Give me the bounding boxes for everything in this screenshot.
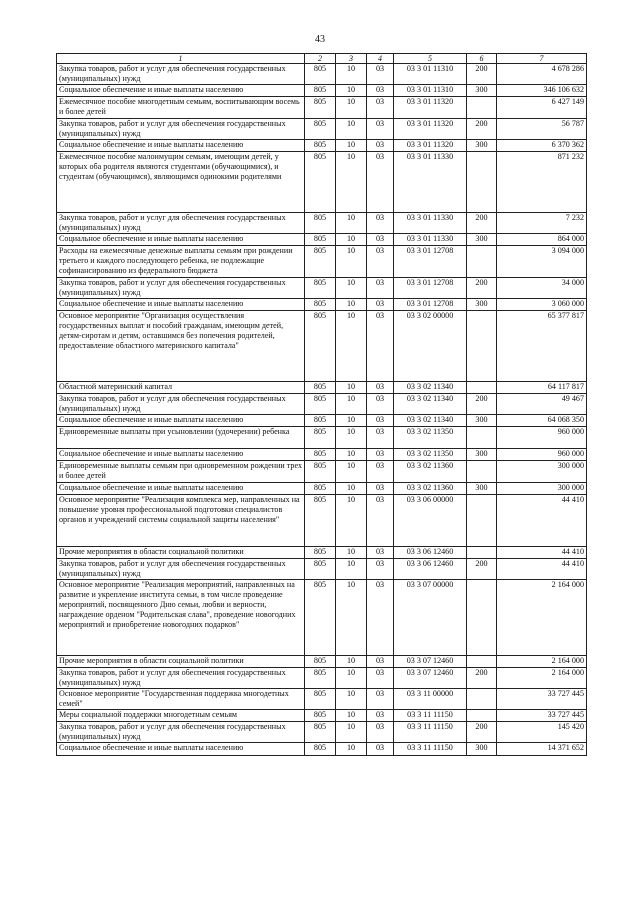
row-section: 10 bbox=[336, 213, 367, 234]
row-subsection: 03 bbox=[367, 427, 394, 449]
row-name: Социальное обеспечение и иные выплаты населению bbox=[57, 234, 305, 246]
row-section: 10 bbox=[336, 580, 367, 656]
row-amount: 6 370 362 bbox=[497, 140, 587, 152]
row-section: 10 bbox=[336, 140, 367, 152]
row-section: 10 bbox=[336, 278, 367, 299]
row-name: Социальное обеспечение и иные выплаты населению bbox=[57, 140, 305, 152]
row-ministry: 805 bbox=[305, 85, 336, 97]
row-expense-type: 300 bbox=[467, 85, 497, 97]
row-name: Единовременные выплаты семьям при одновременном рождении трех и более детей bbox=[57, 461, 305, 483]
row-expense-type bbox=[467, 710, 497, 722]
row-target-code: 03 3 06 00000 bbox=[394, 495, 467, 547]
table-row bbox=[57, 722, 587, 743]
table-row bbox=[57, 311, 587, 382]
row-amount: 7 232 bbox=[497, 213, 587, 234]
table-row bbox=[57, 382, 587, 394]
row-section: 10 bbox=[336, 85, 367, 97]
row-name: Основное мероприятие "Реализация мероприятий, направленных на развитие и укрепление института семьи, в том числе проведение мероприятий, посвященного Дню семьи, любви и верности, награждение орденом "Родительская слава", проведение новогодних мероприятий и приобретение новогодних подарков" bbox=[57, 580, 305, 656]
row-target-code: 03 3 06 12460 bbox=[394, 559, 467, 580]
table-row bbox=[57, 580, 587, 656]
table-row bbox=[57, 213, 587, 234]
row-amount: 34 000 bbox=[497, 278, 587, 299]
table-row bbox=[57, 495, 587, 547]
table-row bbox=[57, 85, 587, 97]
row-target-code: 03 3 01 11310 bbox=[394, 64, 467, 85]
row-section: 10 bbox=[336, 97, 367, 119]
row-name: Социальное обеспечение и иные выплаты населению bbox=[57, 415, 305, 427]
table-row bbox=[57, 668, 587, 689]
row-expense-type: 300 bbox=[467, 299, 497, 311]
row-ministry: 805 bbox=[305, 547, 336, 559]
row-subsection: 03 bbox=[367, 97, 394, 119]
row-name: Социальное обеспечение и иные выплаты населению bbox=[57, 449, 305, 461]
row-ministry: 805 bbox=[305, 119, 336, 140]
row-section: 10 bbox=[336, 710, 367, 722]
row-target-code: 03 3 01 11320 bbox=[394, 97, 467, 119]
row-subsection: 03 bbox=[367, 722, 394, 743]
row-section: 10 bbox=[336, 547, 367, 559]
row-subsection: 03 bbox=[367, 85, 394, 97]
table-row bbox=[57, 394, 587, 415]
row-amount: 864 000 bbox=[497, 234, 587, 246]
row-ministry: 805 bbox=[305, 394, 336, 415]
row-name: Ежемесячное пособие многодетным семьям, воспитывающим восемь и более детей bbox=[57, 97, 305, 119]
row-name: Социальное обеспечение и иные выплаты населению bbox=[57, 483, 305, 495]
row-target-code: 03 3 01 12708 bbox=[394, 299, 467, 311]
row-expense-type: 200 bbox=[467, 64, 497, 85]
row-target-code: 03 3 06 12460 bbox=[394, 547, 467, 559]
row-target-code: 03 3 07 12460 bbox=[394, 656, 467, 668]
row-ministry: 805 bbox=[305, 722, 336, 743]
row-section: 10 bbox=[336, 668, 367, 689]
column-header: 1 bbox=[57, 54, 305, 64]
column-header: 2 bbox=[305, 54, 336, 64]
row-section: 10 bbox=[336, 559, 367, 580]
table-row bbox=[57, 689, 587, 710]
row-name: Областной материнский капитал bbox=[57, 382, 305, 394]
row-amount: 65 377 817 bbox=[497, 311, 587, 382]
table-header-row bbox=[57, 54, 587, 64]
row-target-code: 03 3 02 00000 bbox=[394, 311, 467, 382]
row-ministry: 805 bbox=[305, 234, 336, 246]
table-row bbox=[57, 743, 587, 756]
row-name: Закупка товаров, работ и услуг для обеспечения государственных (муниципальных) нужд bbox=[57, 668, 305, 689]
row-target-code: 03 3 02 11350 bbox=[394, 427, 467, 449]
row-ministry: 805 bbox=[305, 449, 336, 461]
row-subsection: 03 bbox=[367, 547, 394, 559]
row-section: 10 bbox=[336, 461, 367, 483]
table-row bbox=[57, 461, 587, 483]
column-header: 5 bbox=[394, 54, 467, 64]
row-expense-type: 200 bbox=[467, 119, 497, 140]
table-row bbox=[57, 656, 587, 668]
row-amount: 64 117 817 bbox=[497, 382, 587, 394]
row-ministry: 805 bbox=[305, 415, 336, 427]
row-amount: 33 727 445 bbox=[497, 689, 587, 710]
row-section: 10 bbox=[336, 119, 367, 140]
row-section: 10 bbox=[336, 394, 367, 415]
table-row bbox=[57, 483, 587, 495]
row-amount: 145 420 bbox=[497, 722, 587, 743]
row-target-code: 03 3 02 11360 bbox=[394, 461, 467, 483]
table-row bbox=[57, 234, 587, 246]
row-subsection: 03 bbox=[367, 382, 394, 394]
row-target-code: 03 3 11 00000 bbox=[394, 689, 467, 710]
row-subsection: 03 bbox=[367, 483, 394, 495]
row-expense-type bbox=[467, 311, 497, 382]
row-name: Единовременные выплаты при усыновлении (удочерении) ребенка bbox=[57, 427, 305, 449]
row-subsection: 03 bbox=[367, 140, 394, 152]
row-expense-type: 200 bbox=[467, 668, 497, 689]
table-row bbox=[57, 140, 587, 152]
row-amount: 56 787 bbox=[497, 119, 587, 140]
row-section: 10 bbox=[336, 427, 367, 449]
row-subsection: 03 bbox=[367, 449, 394, 461]
row-ministry: 805 bbox=[305, 743, 336, 756]
row-name: Прочие мероприятия в области социальной политики bbox=[57, 656, 305, 668]
row-ministry: 805 bbox=[305, 152, 336, 213]
row-section: 10 bbox=[336, 483, 367, 495]
column-header: 7 bbox=[497, 54, 587, 64]
row-subsection: 03 bbox=[367, 656, 394, 668]
row-amount: 2 164 000 bbox=[497, 580, 587, 656]
row-target-code: 03 3 02 11340 bbox=[394, 394, 467, 415]
row-ministry: 805 bbox=[305, 140, 336, 152]
row-amount: 960 000 bbox=[497, 427, 587, 449]
row-ministry: 805 bbox=[305, 710, 336, 722]
row-subsection: 03 bbox=[367, 495, 394, 547]
row-target-code: 03 3 07 00000 bbox=[394, 580, 467, 656]
row-name: Закупка товаров, работ и услуг для обеспечения государственных (муниципальных) нужд bbox=[57, 722, 305, 743]
row-expense-type: 200 bbox=[467, 559, 497, 580]
row-expense-type: 300 bbox=[467, 743, 497, 756]
budget-table bbox=[56, 53, 587, 756]
row-target-code: 03 3 01 11320 bbox=[394, 119, 467, 140]
row-ministry: 805 bbox=[305, 580, 336, 656]
row-name: Закупка товаров, работ и услуг для обеспечения государственных (муниципальных) нужд bbox=[57, 559, 305, 580]
table-row bbox=[57, 710, 587, 722]
row-subsection: 03 bbox=[367, 559, 394, 580]
row-section: 10 bbox=[336, 415, 367, 427]
row-name: Расходы на ежемесячные денежные выплаты семьям при рождении третьего и каждого последующего ребенка, не подлежащие софинансированию из федерального бюджета bbox=[57, 246, 305, 278]
row-ministry: 805 bbox=[305, 311, 336, 382]
row-amount: 3 094 000 bbox=[497, 246, 587, 278]
row-target-code: 03 3 01 11310 bbox=[394, 85, 467, 97]
row-expense-type: 200 bbox=[467, 278, 497, 299]
row-section: 10 bbox=[336, 449, 367, 461]
row-name: Основное мероприятие "Государственная поддержка многодетных семей" bbox=[57, 689, 305, 710]
row-amount: 33 727 445 bbox=[497, 710, 587, 722]
row-ministry: 805 bbox=[305, 299, 336, 311]
row-expense-type bbox=[467, 689, 497, 710]
row-subsection: 03 bbox=[367, 311, 394, 382]
row-section: 10 bbox=[336, 743, 367, 756]
row-expense-type bbox=[467, 97, 497, 119]
row-ministry: 805 bbox=[305, 559, 336, 580]
row-amount: 2 164 000 bbox=[497, 656, 587, 668]
table-row bbox=[57, 119, 587, 140]
row-target-code: 03 3 01 11330 bbox=[394, 213, 467, 234]
column-header: 6 bbox=[467, 54, 497, 64]
row-expense-type: 300 bbox=[467, 234, 497, 246]
table-row bbox=[57, 152, 587, 213]
row-expense-type bbox=[467, 246, 497, 278]
column-header: 4 bbox=[367, 54, 394, 64]
row-subsection: 03 bbox=[367, 152, 394, 213]
row-amount: 64 068 350 bbox=[497, 415, 587, 427]
table-row bbox=[57, 415, 587, 427]
row-ministry: 805 bbox=[305, 97, 336, 119]
row-expense-type: 300 bbox=[467, 415, 497, 427]
column-header: 3 bbox=[336, 54, 367, 64]
row-section: 10 bbox=[336, 299, 367, 311]
row-section: 10 bbox=[336, 689, 367, 710]
row-expense-type bbox=[467, 152, 497, 213]
row-ministry: 805 bbox=[305, 668, 336, 689]
row-subsection: 03 bbox=[367, 119, 394, 140]
row-name: Социальное обеспечение и иные выплаты населению bbox=[57, 299, 305, 311]
row-section: 10 bbox=[336, 495, 367, 547]
table-row bbox=[57, 278, 587, 299]
table-row bbox=[57, 547, 587, 559]
row-amount: 44 410 bbox=[497, 495, 587, 547]
row-name: Закупка товаров, работ и услуг для обеспечения государственных (муниципальных) нужд bbox=[57, 64, 305, 85]
row-amount: 871 232 bbox=[497, 152, 587, 213]
row-section: 10 bbox=[336, 311, 367, 382]
row-subsection: 03 bbox=[367, 299, 394, 311]
row-amount: 44 410 bbox=[497, 547, 587, 559]
row-amount: 960 000 bbox=[497, 449, 587, 461]
row-ministry: 805 bbox=[305, 483, 336, 495]
row-target-code: 03 3 07 12460 bbox=[394, 668, 467, 689]
row-subsection: 03 bbox=[367, 743, 394, 756]
row-target-code: 03 3 01 11330 bbox=[394, 152, 467, 213]
row-amount: 6 427 149 bbox=[497, 97, 587, 119]
row-target-code: 03 3 11 11150 bbox=[394, 743, 467, 756]
table-row bbox=[57, 559, 587, 580]
row-section: 10 bbox=[336, 234, 367, 246]
row-amount: 44 410 bbox=[497, 559, 587, 580]
table-row bbox=[57, 427, 587, 449]
row-ministry: 805 bbox=[305, 64, 336, 85]
row-expense-type bbox=[467, 382, 497, 394]
row-section: 10 bbox=[336, 382, 367, 394]
row-subsection: 03 bbox=[367, 213, 394, 234]
row-expense-type bbox=[467, 461, 497, 483]
row-ministry: 805 bbox=[305, 213, 336, 234]
row-name: Меры социальной поддержки многодетным семьям bbox=[57, 710, 305, 722]
row-expense-type: 300 bbox=[467, 449, 497, 461]
table-row bbox=[57, 97, 587, 119]
row-section: 10 bbox=[336, 656, 367, 668]
row-expense-type bbox=[467, 427, 497, 449]
row-subsection: 03 bbox=[367, 246, 394, 278]
row-target-code: 03 3 02 11360 bbox=[394, 483, 467, 495]
row-target-code: 03 3 02 11350 bbox=[394, 449, 467, 461]
row-amount: 2 164 000 bbox=[497, 668, 587, 689]
row-target-code: 03 3 11 11150 bbox=[394, 722, 467, 743]
row-ministry: 805 bbox=[305, 382, 336, 394]
row-subsection: 03 bbox=[367, 278, 394, 299]
row-name: Основное мероприятие "Реализация комплекса мер, направленных на повышение уровня профессиональной подготовки специалистов органов и учреждений системы социальной защиты населения" bbox=[57, 495, 305, 547]
row-subsection: 03 bbox=[367, 689, 394, 710]
row-name: Прочие мероприятия в области социальной политики bbox=[57, 547, 305, 559]
row-expense-type: 300 bbox=[467, 483, 497, 495]
row-amount: 346 106 632 bbox=[497, 85, 587, 97]
row-subsection: 03 bbox=[367, 668, 394, 689]
row-amount: 49 467 bbox=[497, 394, 587, 415]
row-name: Социальное обеспечение и иные выплаты населению bbox=[57, 743, 305, 756]
page-number: 43 bbox=[315, 34, 325, 45]
row-expense-type bbox=[467, 656, 497, 668]
row-amount: 300 000 bbox=[497, 461, 587, 483]
row-section: 10 bbox=[336, 722, 367, 743]
row-amount: 300 000 bbox=[497, 483, 587, 495]
row-subsection: 03 bbox=[367, 234, 394, 246]
row-subsection: 03 bbox=[367, 415, 394, 427]
row-expense-type: 200 bbox=[467, 213, 497, 234]
row-ministry: 805 bbox=[305, 689, 336, 710]
table-row bbox=[57, 299, 587, 311]
row-name: Закупка товаров, работ и услуг для обеспечения государственных (муниципальных) нужд bbox=[57, 213, 305, 234]
row-amount: 4 678 286 bbox=[497, 64, 587, 85]
row-expense-type bbox=[467, 495, 497, 547]
row-name: Социальное обеспечение и иные выплаты населению bbox=[57, 85, 305, 97]
table-row bbox=[57, 246, 587, 278]
row-expense-type bbox=[467, 580, 497, 656]
row-name: Основное мероприятие "Организация осуществления государственных выплат и пособий гражданам, имеющим детей, детям-сиротам и детям, оставшимся без попечения родителей, предоставление областного материнского капитала" bbox=[57, 311, 305, 382]
table-row bbox=[57, 449, 587, 461]
row-ministry: 805 bbox=[305, 656, 336, 668]
row-subsection: 03 bbox=[367, 461, 394, 483]
row-ministry: 805 bbox=[305, 427, 336, 449]
row-expense-type: 200 bbox=[467, 394, 497, 415]
row-name: Закупка товаров, работ и услуг для обеспечения государственных (муниципальных) нужд bbox=[57, 278, 305, 299]
row-section: 10 bbox=[336, 64, 367, 85]
row-section: 10 bbox=[336, 246, 367, 278]
row-name: Закупка товаров, работ и услуг для обеспечения государственных (муниципальных) нужд bbox=[57, 394, 305, 415]
row-target-code: 03 3 01 11320 bbox=[394, 140, 467, 152]
row-ministry: 805 bbox=[305, 495, 336, 547]
row-name: Закупка товаров, работ и услуг для обеспечения государственных (муниципальных) нужд bbox=[57, 119, 305, 140]
table-row bbox=[57, 64, 587, 85]
row-target-code: 03 3 02 11340 bbox=[394, 415, 467, 427]
row-expense-type bbox=[467, 547, 497, 559]
row-expense-type: 300 bbox=[467, 140, 497, 152]
row-target-code: 03 3 01 11330 bbox=[394, 234, 467, 246]
row-target-code: 03 3 02 11340 bbox=[394, 382, 467, 394]
row-section: 10 bbox=[336, 152, 367, 213]
row-expense-type: 200 bbox=[467, 722, 497, 743]
row-subsection: 03 bbox=[367, 580, 394, 656]
row-name: Ежемесячное пособие малоимущим семьям, имеющим детей, у которых оба родителя являются студентами (обучающимися), и студентам (обучающимся), являющимся одинокими родителями bbox=[57, 152, 305, 213]
row-subsection: 03 bbox=[367, 710, 394, 722]
row-ministry: 805 bbox=[305, 246, 336, 278]
row-amount: 14 371 652 bbox=[497, 743, 587, 756]
row-target-code: 03 3 01 12708 bbox=[394, 246, 467, 278]
row-amount: 3 060 000 bbox=[497, 299, 587, 311]
row-subsection: 03 bbox=[367, 394, 394, 415]
row-target-code: 03 3 11 11150 bbox=[394, 710, 467, 722]
row-ministry: 805 bbox=[305, 278, 336, 299]
row-ministry: 805 bbox=[305, 461, 336, 483]
row-target-code: 03 3 01 12708 bbox=[394, 278, 467, 299]
row-subsection: 03 bbox=[367, 64, 394, 85]
